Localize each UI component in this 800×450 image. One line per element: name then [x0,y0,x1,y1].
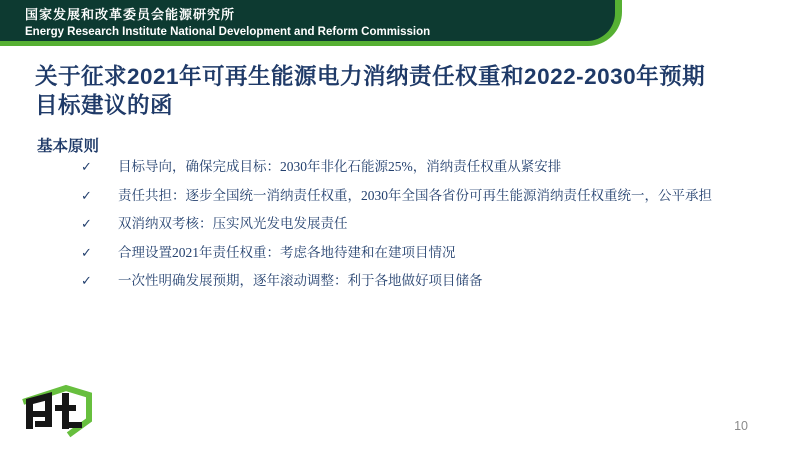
slide-title-line1: 关于征求2021年可再生能源电力消纳责任权重和2022-2030年预期 [35,64,706,89]
eri-logo [18,382,96,440]
check-icon: ✓ [81,217,92,232]
bullet-text: 一次性明确发展预期，逐年滚动调整：利于各地做好项目储备 [118,273,483,288]
org-name-en: Energy Research Institute National Development and Reform Commission [25,26,431,38]
slide-title [35,62,765,120]
bullet-item [81,239,771,268]
section-heading: 基本原则 [37,138,100,155]
check-icon: ✓ [81,188,92,204]
bullet-item [81,182,771,211]
page-number: 10 [734,419,748,433]
check-icon: ✓ [81,245,92,261]
bullet-text: 双消纳双考核：压实风光发电发展责任 [118,216,348,231]
org-name-cn: 国家发展和改革委员会能源研究所 [25,7,236,22]
header-accent-band [0,0,622,46]
check-icon: ✓ [81,160,92,175]
bullet-item [81,267,771,296]
header-bar [0,0,615,41]
check-icon: ✓ [81,274,92,289]
bullet-item [81,210,771,239]
slide-title-line2: 目标建议的函 [35,93,174,118]
bullet-item [81,153,771,182]
bullet-text: 合理设置2021年责任权重：考虑各地待建和在建项目情况 [118,244,456,260]
bullet-text: 目标导向，确保完成目标：2030年非化石能源25%，消纳责任权重从紧安排 [118,159,562,174]
bullet-list [81,153,771,296]
eri-logo-icon [18,382,96,440]
bullet-text: 责任共担：逐步全国统一消纳责任权重，2030年全国各省份可再生能源消纳责任权重统一，公平承担 [118,187,712,203]
